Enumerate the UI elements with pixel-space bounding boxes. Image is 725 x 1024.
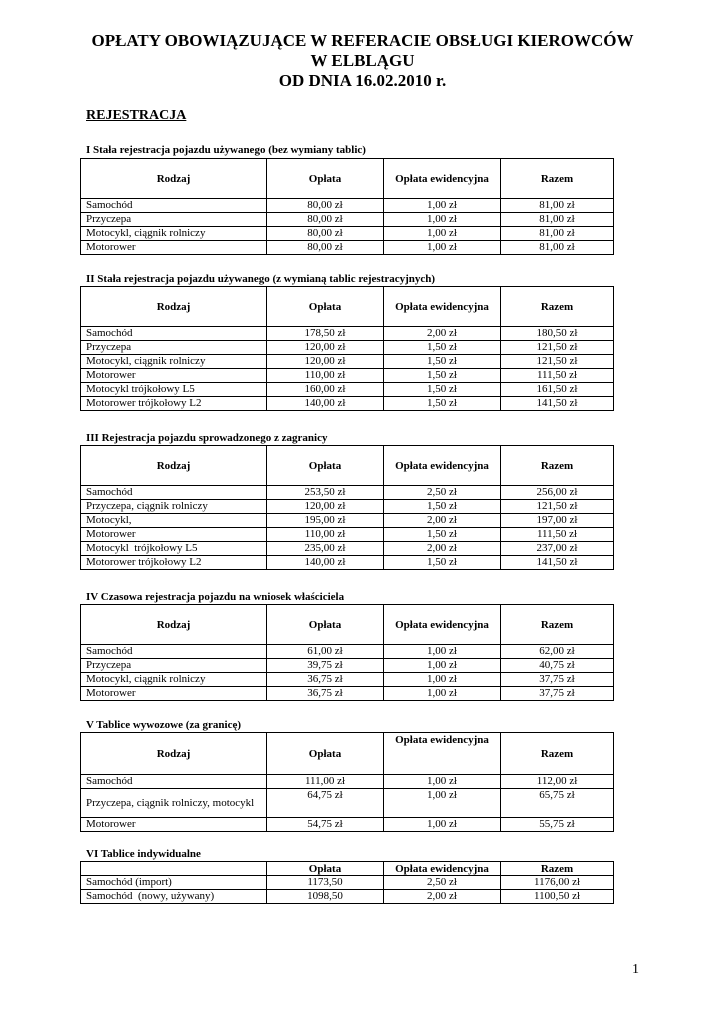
table-header-row [81,862,614,876]
cell-rodzaj: Samochód [81,486,267,500]
fee-table-6 [80,861,614,904]
cell-razem: 121,50 zł [501,500,614,514]
table-header-row [81,733,614,775]
cell-oplata: 36,75 zł [267,673,384,687]
cell-razem: 40,75 zł [501,659,614,673]
header-razem: Razem [501,159,614,199]
cell-oplata: 253,50 zł [267,486,384,500]
cell-razem: 81,00 zł [501,227,614,241]
cell-ewid: 1,50 zł [384,397,501,411]
cell-rodzaj: Motorower trójkołowy L2 [81,556,267,570]
table-header-row [81,446,614,486]
table-row [81,227,614,241]
cell-oplata: 54,75 zł [267,818,384,832]
table-row [81,789,614,818]
cell-oplata: 64,75 zł [267,789,384,818]
header-razem: Razem [501,605,614,645]
document-title [0,31,725,91]
cell-oplata: 1173,50 [267,876,384,890]
cell-razem: 180,50 zł [501,327,614,341]
cell-ewid: 1,50 zł [384,528,501,542]
header-oplata: Opłata [267,733,384,775]
cell-razem: 121,50 zł [501,341,614,355]
table-row [81,659,614,673]
cell-ewid: 1,50 zł [384,556,501,570]
cell-oplata: 160,00 zł [267,383,384,397]
cell-ewid: 2,50 zł [384,486,501,500]
table-5-caption: V Tablice wywozowe (za granicę) [86,719,241,731]
table-3-caption: III Rejestracja pojazdu sprowadzonego z zagranicy [86,432,328,444]
table-row [81,500,614,514]
table-2-caption: II Stała rejestracja pojazdu używanego (z wymianą tablic rejestracyjnych) [86,273,436,285]
cell-ewid: 1,50 zł [384,500,501,514]
cell-razem: 141,50 zł [501,556,614,570]
cell-rodzaj: Samochód [81,775,267,789]
header-razem: Razem [501,862,614,876]
table-row [81,645,614,659]
cell-ewid: 1,50 zł [384,383,501,397]
header-razem: Razem [501,446,614,486]
cell-rodzaj: Samochód (import) [81,876,267,890]
cell-rodzaj: Motorower [81,241,267,255]
cell-rodzaj: Motorower [81,818,267,832]
table-row [81,514,614,528]
cell-razem: 111,50 zł [501,528,614,542]
header-empty [81,862,267,876]
table-row [81,327,614,341]
cell-rodzaj: Samochód [81,645,267,659]
cell-ewid: 1,00 zł [384,645,501,659]
cell-oplata: 140,00 zł [267,556,384,570]
cell-razem: 81,00 zł [501,199,614,213]
table-row [81,341,614,355]
cell-razem: 197,00 zł [501,514,614,528]
cell-razem: 55,75 zł [501,818,614,832]
cell-ewid: 2,00 zł [384,514,501,528]
cell-ewid: 1,00 zł [384,659,501,673]
cell-oplata: 80,00 zł [267,241,384,255]
page-number: 1 [632,962,639,977]
cell-ewid: 1,00 zł [384,241,501,255]
cell-oplata: 178,50 zł [267,327,384,341]
header-oplata: Opłata [267,862,384,876]
table-row [81,369,614,383]
fee-table-2 [80,286,614,411]
table-header-row [81,605,614,645]
cell-razem: 256,00 zł [501,486,614,500]
cell-oplata: 235,00 zł [267,542,384,556]
cell-ewid: 1,50 zł [384,341,501,355]
cell-ewid: 2,00 zł [384,890,501,904]
cell-razem: 111,50 zł [501,369,614,383]
cell-rodzaj: Samochód [81,199,267,213]
cell-rodzaj: Przyczepa [81,341,267,355]
table-row [81,775,614,789]
cell-ewid: 1,00 zł [384,199,501,213]
table-row [81,890,614,904]
header-rodzaj: Rodzaj [81,159,267,199]
cell-ewid: 2,00 zł [384,327,501,341]
header-oplata-ewidencyjna: Opłata ewidencyjna [384,159,501,199]
title-line-1: OPŁATY OBOWIĄZUJĄCE W REFERACIE OBSŁUGI KIEROWCÓW [91,31,634,50]
cell-razem: 141,50 zł [501,397,614,411]
header-oplata-ewidencyjna: Opłata ewidencyjna [384,446,501,486]
table-row [81,213,614,227]
header-oplata-ewidencyjna: Opłata ewidencyjna [384,733,501,775]
cell-rodzaj: Motocykl, ciągnik rolniczy [81,673,267,687]
cell-oplata: 120,00 zł [267,500,384,514]
table-6-caption: VI Tablice indywidualne [86,848,201,860]
table-row [81,486,614,500]
table-header-row [81,287,614,327]
cell-rodzaj: Samochód [81,327,267,341]
header-rodzaj: Rodzaj [81,605,267,645]
cell-oplata: 195,00 zł [267,514,384,528]
cell-ewid: 1,00 zł [384,687,501,701]
header-oplata-ewidencyjna: Opłata ewidencyjna [384,862,501,876]
cell-oplata: 140,00 zł [267,397,384,411]
cell-oplata: 110,00 zł [267,369,384,383]
cell-oplata: 36,75 zł [267,687,384,701]
fee-table-1 [80,158,614,255]
cell-razem: 161,50 zł [501,383,614,397]
cell-razem: 65,75 zł [501,789,614,818]
cell-oplata: 111,00 zł [267,775,384,789]
cell-ewid: 2,50 zł [384,876,501,890]
cell-oplata: 1098,50 [267,890,384,904]
header-razem: Razem [501,287,614,327]
table-row [81,383,614,397]
cell-oplata: 80,00 zł [267,227,384,241]
cell-razem: 81,00 zł [501,241,614,255]
header-rodzaj: Rodzaj [81,733,267,775]
cell-razem: 62,00 zł [501,645,614,659]
fee-table-5 [80,732,614,832]
table-row [81,542,614,556]
cell-rodzaj: Przyczepa, ciągnik rolniczy, motocykl [81,789,267,818]
table-row [81,528,614,542]
table-row [81,876,614,890]
table-row [81,673,614,687]
cell-rodzaj: Przyczepa [81,659,267,673]
cell-oplata: 39,75 zł [267,659,384,673]
cell-rodzaj: Motocykl, ciągnik rolniczy [81,227,267,241]
cell-ewid: 1,00 zł [384,818,501,832]
header-oplata: Opłata [267,159,384,199]
table-1-caption: I Stała rejestracja pojazdu używanego (bez wymiany tablic) [86,144,366,156]
cell-ewid: 1,00 zł [384,789,501,818]
cell-ewid: 1,00 zł [384,227,501,241]
cell-razem: 112,00 zł [501,775,614,789]
header-oplata: Opłata [267,287,384,327]
cell-razem: 121,50 zł [501,355,614,369]
cell-ewid: 1,50 zł [384,355,501,369]
table-row [81,199,614,213]
cell-ewid: 1,50 zł [384,369,501,383]
cell-oplata: 120,00 zł [267,341,384,355]
cell-rodzaj: Motorower [81,687,267,701]
table-4-caption: IV Czasowa rejestracja pojazdu na wniosek właściciela [86,591,345,603]
header-oplata: Opłata [267,605,384,645]
header-oplata-ewidencyjna: Opłata ewidencyjna [384,287,501,327]
table-row [81,397,614,411]
cell-rodzaj: Motorower [81,369,267,383]
header-razem: Razem [501,733,614,775]
table-header-row [81,159,614,199]
cell-ewid: 1,00 zł [384,775,501,789]
cell-rodzaj: Motocykl trójkołowy L5 [81,542,267,556]
header-oplata: Opłata [267,446,384,486]
table-row [81,355,614,369]
table-row [81,556,614,570]
cell-ewid: 1,00 zł [384,213,501,227]
cell-rodzaj: Motorower trójkołowy L2 [81,397,267,411]
cell-razem: 37,75 zł [501,687,614,701]
cell-ewid: 2,00 zł [384,542,501,556]
header-rodzaj: Rodzaj [81,446,267,486]
table-row [81,687,614,701]
cell-razem: 1100,50 zł [501,890,614,904]
cell-rodzaj: Motorower [81,528,267,542]
cell-rodzaj: Przyczepa [81,213,267,227]
title-line-3: OD DNIA 16.02.2010 r. [278,71,447,90]
cell-rodzaj: Motocykl trójkołowy L5 [81,383,267,397]
cell-oplata: 80,00 zł [267,213,384,227]
fee-table-3 [80,445,614,570]
cell-oplata: 80,00 zł [267,199,384,213]
cell-rodzaj: Motocykl, [81,514,267,528]
cell-oplata: 120,00 zł [267,355,384,369]
header-oplata-ewidencyjna: Opłata ewidencyjna [384,605,501,645]
cell-oplata: 61,00 zł [267,645,384,659]
cell-razem: 81,00 zł [501,213,614,227]
cell-razem: 1176,00 zł [501,876,614,890]
cell-razem: 37,75 zł [501,673,614,687]
title-line-2: W ELBLĄGU [310,51,415,70]
table-row [81,818,614,832]
cell-ewid: 1,00 zł [384,673,501,687]
cell-razem: 237,00 zł [501,542,614,556]
cell-rodzaj: Samochód (nowy, używany) [81,890,267,904]
cell-oplata: 110,00 zł [267,528,384,542]
cell-rodzaj: Przyczepa, ciągnik rolniczy [81,500,267,514]
fee-table-4 [80,604,614,701]
table-row [81,241,614,255]
header-rodzaj: Rodzaj [81,287,267,327]
section-title: REJESTRACJA [86,108,187,123]
cell-rodzaj: Motocykl, ciągnik rolniczy [81,355,267,369]
